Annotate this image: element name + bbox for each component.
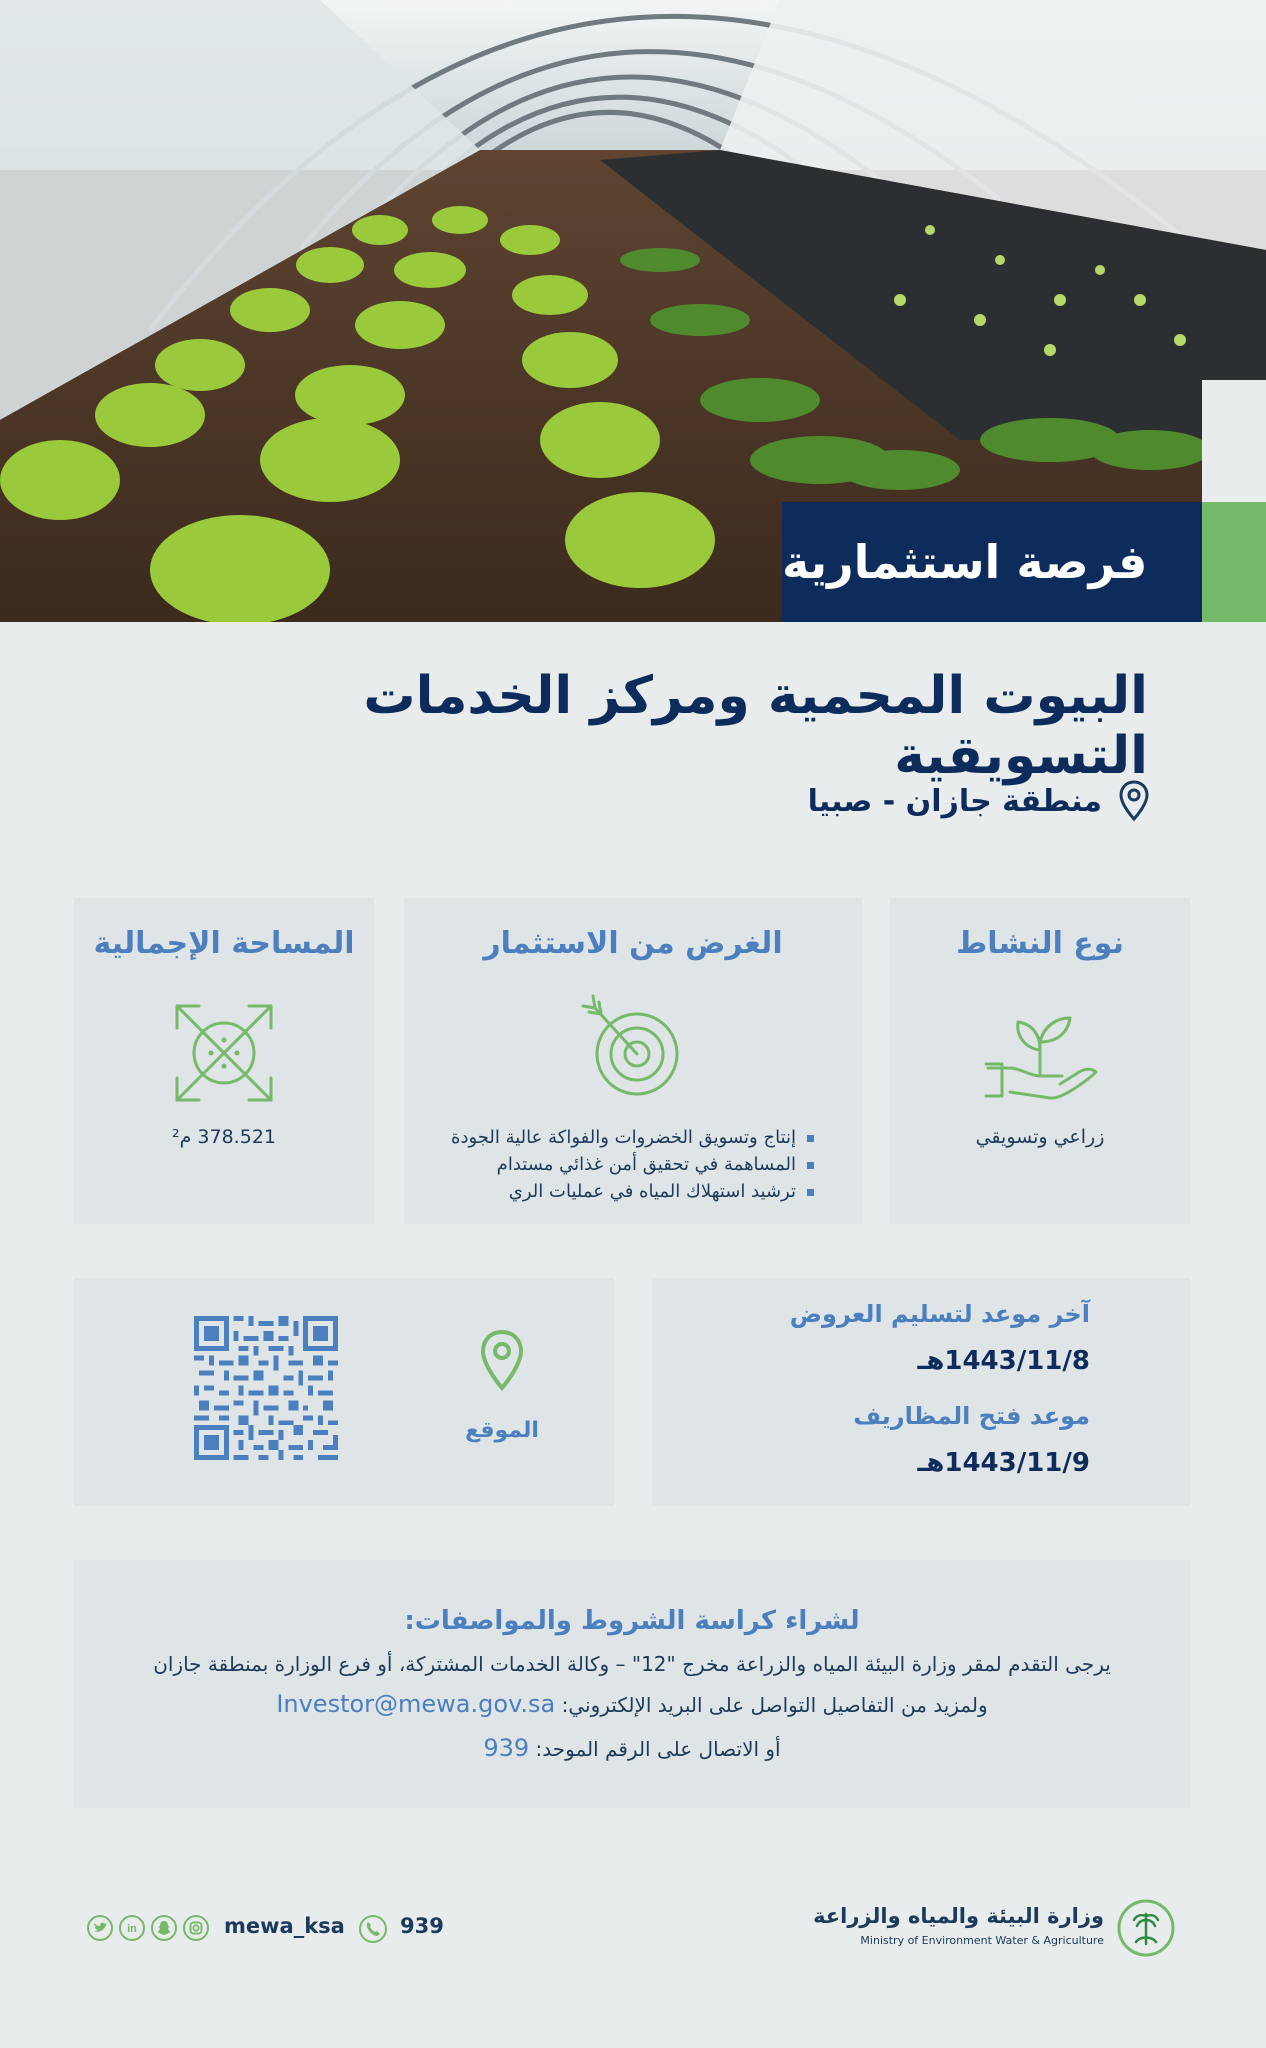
- area-card: [74, 898, 374, 1224]
- twitter-icon[interactable]: [86, 1914, 114, 1942]
- activity-title: نوع النشاط: [956, 926, 1124, 961]
- page-title: البيوت المحمية ومركز الخدمات التسويقية: [363, 666, 1148, 786]
- hero-image: [0, 0, 1266, 622]
- social-handle[interactable]: mewa_ksa: [224, 1914, 345, 1938]
- phone-link[interactable]: 939: [483, 1734, 530, 1762]
- ministry-logo-icon: [1116, 1898, 1176, 1958]
- purpose-item: إنتاج وتسويق الخضروات والفواكة عالية الجودة: [451, 1124, 814, 1151]
- purchase-email-line: [74, 1690, 1190, 1718]
- purpose-list: [451, 1124, 814, 1205]
- location-text: منطقة جازان - صبيا: [807, 783, 1102, 819]
- area-title: المساحة الإجمالية: [93, 926, 355, 961]
- target-icon: [573, 994, 693, 1104]
- purchase-card: [74, 1560, 1190, 1808]
- hero-accent-green: [1202, 502, 1266, 622]
- submission-deadline-label: آخر موعد لتسليم العروض: [789, 1300, 1090, 1328]
- investment-badge: فرصة استثمارية: [782, 502, 1202, 622]
- map-pin-icon[interactable]: [478, 1328, 526, 1394]
- location: [808, 776, 1150, 826]
- purchase-title: لشراء كراسة الشروط والمواصفات:: [404, 1606, 860, 1636]
- purchase-phone-line: [74, 1734, 1190, 1762]
- footer-phone[interactable]: 939: [400, 1914, 444, 1938]
- ministry-name-ar: وزارة البيئة والمياه والزراعة: [813, 1904, 1104, 1928]
- submission-deadline-value: 1443/11/8هـ: [917, 1346, 1090, 1376]
- snapchat-icon[interactable]: [150, 1914, 178, 1942]
- map-card: [74, 1278, 614, 1506]
- instagram-icon[interactable]: [182, 1914, 210, 1942]
- area-value: 378.521 م²: [171, 1126, 276, 1148]
- plant-in-hand-icon: [980, 998, 1100, 1108]
- hero-accent-grey: [1202, 380, 1266, 502]
- email-link[interactable]: Investor@mewa.gov.sa: [276, 1690, 556, 1718]
- svg-text:in: in: [127, 1923, 137, 1935]
- envelope-opening-value: 1443/11/9هـ: [917, 1448, 1090, 1478]
- purchase-address: يرجى التقدم لمقر وزارة البيئة المياه والزراعة مخرج "12" – وكالة الخدمات المشتركة، أو فرع الوزارة بمنطقة جازان: [153, 1652, 1111, 1676]
- location-pin-icon: [1118, 780, 1150, 822]
- purpose-item: المساهمة في تحقيق أمن غذائي مستدام: [451, 1151, 814, 1178]
- linkedin-icon[interactable]: [118, 1914, 146, 1942]
- phone-icon: [358, 1914, 388, 1944]
- map-label[interactable]: الموقع: [465, 1418, 539, 1443]
- purpose-card: [404, 898, 862, 1224]
- phone-prefix: أو الاتصال على الرقم الموحد:: [535, 1737, 781, 1761]
- email-prefix: ولمزيد من التفاصيل التواصل على البريد الإلكتروني:: [561, 1693, 988, 1717]
- ministry-name-en: Ministry of Environment Water & Agriculture: [860, 1934, 1104, 1947]
- purpose-item: ترشيد استهلاك المياه في عمليات الري: [451, 1178, 814, 1205]
- social-icons: [86, 1914, 210, 1942]
- expand-area-icon: [169, 998, 279, 1108]
- dates-card: [652, 1278, 1190, 1506]
- envelope-opening-label: موعد فتح المظاريف: [853, 1402, 1090, 1430]
- purpose-title: الغرض من الاستثمار: [483, 926, 783, 961]
- activity-value: زراعي وتسويقي: [975, 1126, 1105, 1148]
- activity-card: [890, 898, 1190, 1224]
- qr-code[interactable]: [194, 1316, 338, 1460]
